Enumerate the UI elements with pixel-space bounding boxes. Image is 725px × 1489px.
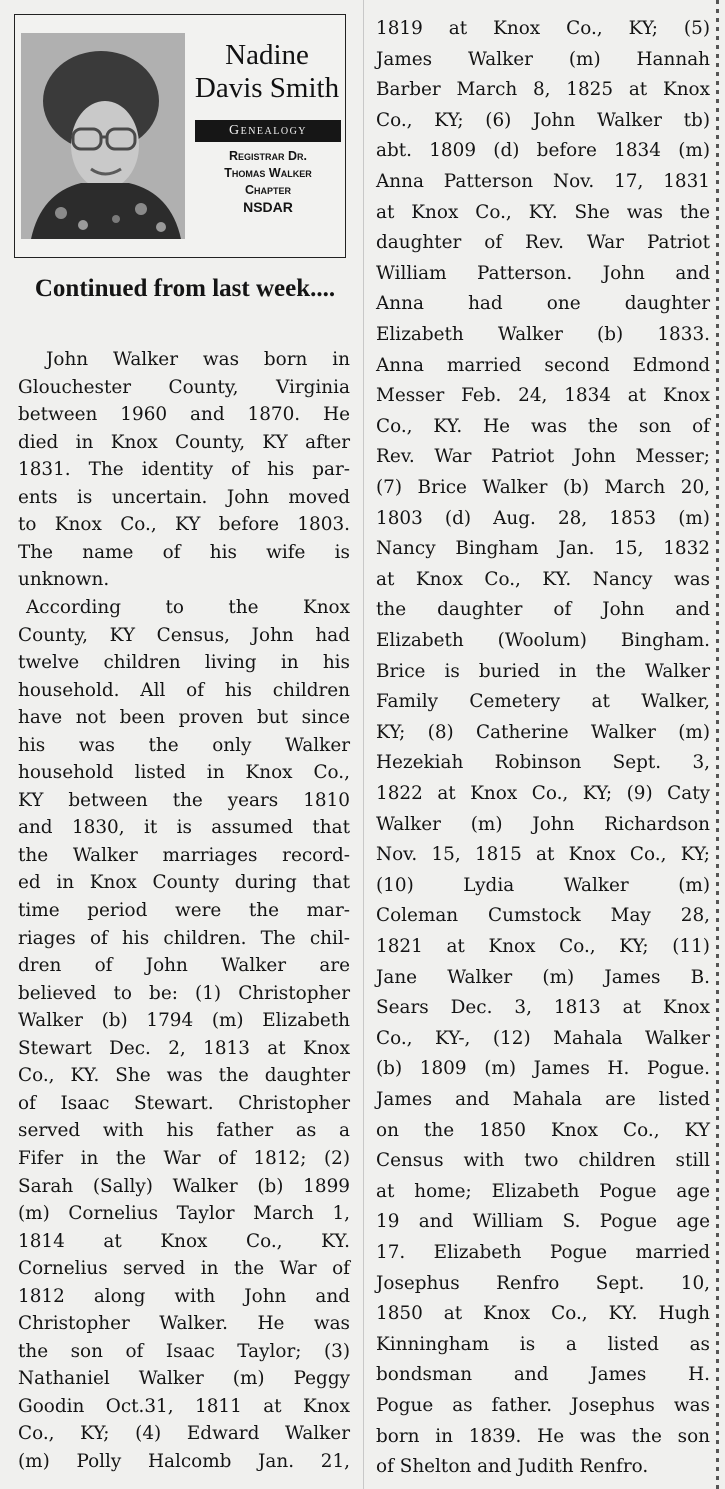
byline-line: NSDAR [243,199,293,215]
article-text-line: Sears Dec. 3, 1813 at Knox [376,997,710,1019]
article-text-line: Pogue as father. Josephus was [376,1395,710,1416]
continued-heading: Continued from last week.... [34,275,336,302]
article-text-line: and 1830, it is assumed that [18,817,350,839]
article-text-line: 1822 at Knox Co., KY; (9) Caty [376,783,710,804]
article-text-line: Rev. War Patriot John Messer; [376,446,710,468]
article-text-line: ed in Knox County during that [18,872,350,894]
article-text-line: Co., KY; (6) John Walker tb) [376,109,710,131]
article-text-line: at Knox Co., KY. Nancy was [376,568,710,590]
author-name: Nadine Davis Smith [194,39,340,104]
article-text-line: Co., KY-, (12) Mahala Walker [376,1027,710,1049]
article-text-line: abt. 1809 (d) before 1834 (m) [376,140,710,162]
article-text-line: Nathaniel Walker (m) Peggy [18,1368,350,1390]
article-text-line: at home; Elizabeth Pogue age [376,1180,710,1202]
article-text-line: Elizabeth (Woolum) Bingham. [376,630,710,651]
article-text-line: Glouchester County, Virginia [18,376,350,398]
article-text-line: daughter of Rev. War Patriot [376,232,710,254]
article-text-line: (m) Polly Halcomb Jan. 21, [18,1451,350,1472]
author-photo [21,33,185,239]
article-text-line: Coleman Cumstock May 28, [376,905,710,927]
article-text-line: Family Cemetery at Walker, [376,691,710,713]
article-text-line: Walker (m) John Richardson [376,813,710,835]
article-text-line: James and Mahala are listed [376,1089,710,1110]
article-text-line: County, KY Census, John had [18,624,350,646]
article-text-line: twelve children living in his [18,652,350,674]
article-text-line: KY; (8) Catherine Walker (m) [376,721,710,743]
article-text-line: between 1960 and 1870. He [18,404,350,426]
article-text-line: (10) Lydia Walker (m) [376,874,710,896]
article-text-line: Co., KY. She was the daughter [18,1065,350,1087]
article-text-line: 1803 (d) Aug. 28, 1853 (m) [376,507,710,529]
article-text-line: 1850 at Knox Co., KY. Hugh [376,1303,710,1325]
article-text-line: Co., KY; (4) Edward Walker [18,1423,350,1445]
article-text-line: of Isaac Stewart. Christopher [18,1092,350,1114]
article-text-line: (7) Brice Walker (b) March 20, [376,477,710,498]
article-text-line: Josephus Renfro Sept. 10, [376,1272,710,1294]
column-header-box [14,14,346,258]
article-text-line: Cornelius served in the War of [18,1258,350,1280]
article-text-line: 1821 at Knox Co., KY; (11) [376,936,710,957]
article-text-line: 1831. The identity of his par- [18,459,350,481]
article-text-line: ents is uncertain. John moved [18,486,350,508]
article-text-line: 1812 along with John and [18,1285,350,1307]
article-text-line: on the 1850 Knox Co., KY [376,1119,710,1141]
article-text-line: Hezekiah Robinson Sept. 3, [376,752,710,774]
clipping-edge [716,0,719,1489]
article-text-line: Kinningham is a listed as [376,1333,710,1355]
column-divider [363,0,364,1489]
article-text-line: Anna married second Edmond [376,354,710,376]
article-text-line: Walker (b) 1794 (m) Elizabeth [18,1010,350,1032]
article-text-line: Nancy Bingham Jan. 15, 1832 [376,538,710,560]
article-text-line: the son of Isaac Taylor; (3) [18,1340,350,1362]
article-text-line: 17. Elizabeth Pogue married [376,1242,710,1263]
article-text-line: John Walker was born in [46,349,350,370]
article-text-line: Co., KY. He was the son of [376,415,710,437]
byline-line: Registrar Dr. [228,149,307,163]
article-text-line: believed to be: (1) Christopher [18,982,350,1004]
article-text-line: Brice is buried in the Walker [376,660,710,682]
article-text-line: born in 1839. He was the son [376,1425,710,1447]
article-text-line: James Walker (m) Hannah [376,48,710,70]
article-text-line: to Knox Co., KY before 1803. [18,514,350,536]
article-text-line: the Walker marriages record- [18,844,350,866]
article-text-line: household. All of his children [18,679,350,701]
byline-line: Chapter [244,183,292,197]
article-text-line: his was the only Walker [18,734,350,756]
article-text-line: Messer Feb. 24, 1834 at Knox [376,385,710,407]
article-text-line: The name of his wife is [18,541,350,563]
article-text-line: at Knox Co., KY. She was the [376,201,710,223]
article-text-line: Anna Patterson Nov. 17, 1831 [376,171,710,192]
byline-line: Thomas Walker [224,166,312,180]
article-text-line: 1819 at Knox Co., KY; (5) [376,18,710,39]
article-text-line: Fifer in the War of 1812; (2) [18,1147,350,1169]
article-text-line: According to the Knox [26,596,350,618]
article-text-line: have not been proven but since [18,707,350,729]
article-text-line: the daughter of John and [376,599,710,621]
article-text-line: Jane Walker (m) James B. [376,966,710,988]
article-text-line: Goodin Oct.31, 1811 at Knox [18,1395,350,1417]
column-name-banner: Genealogy [195,120,341,142]
article-text-line: died in Knox County, KY after [18,431,350,453]
article-text-line: Census with two children still [376,1150,710,1172]
article-text-line: time period were the mar- [18,900,350,921]
article-text-line: Barber March 8, 1825 at Knox [376,79,710,101]
article-text-line: served with his father as a [18,1120,350,1142]
article-text-line: (m) Cornelius Taylor March 1, [18,1203,350,1225]
article-text-line: household listed in Knox Co., [18,762,350,784]
article-text-line: unknown. [18,569,110,591]
article-text-line: 19 and William S. Pogue age [376,1211,710,1233]
article-text-line: Stewart Dec. 2, 1813 at Knox [18,1037,350,1059]
article-text-line: riages of his children. The chil- [18,927,350,949]
article-text-line: bondsman and James H. [376,1364,710,1386]
article-text-line: (b) 1809 (m) James H. Pogue. [376,1058,710,1080]
article-text-line: Sarah (Sally) Walker (b) 1899 [18,1175,350,1197]
article-text-line: dren of John Walker are [18,955,350,977]
article-text-line: KY between the years 1810 [18,789,350,811]
author-portrait-image [21,33,185,239]
article-text-line: Nov. 15, 1815 at Knox Co., KY; [376,844,710,866]
article-text-line: of Shelton and Judith Renfro. [376,1456,649,1478]
article-text-line: Anna had one daughter [376,293,710,315]
article-text-line: William Patterson. John and [376,262,710,284]
article-text-line: Elizabeth Walker (b) 1833. [376,324,710,345]
article-text-line: Christopher Walker. He was [18,1313,350,1335]
article-text-line: 1814 at Knox Co., KY. [18,1230,350,1252]
